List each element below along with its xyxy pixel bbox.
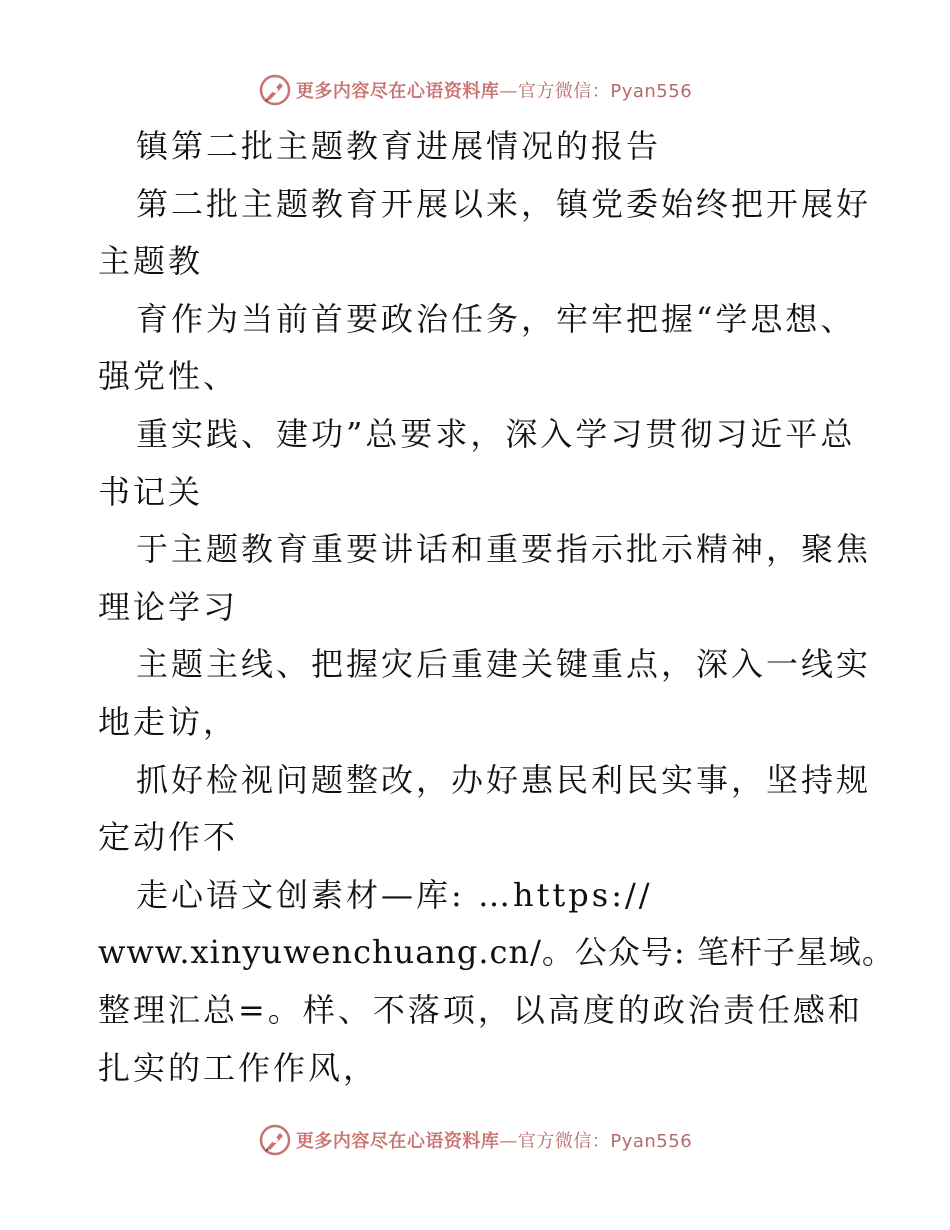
text-line: 定动作不 [98, 818, 239, 857]
text-line: 第二批主题教育开展以来，镇党委始终把开展好 [136, 184, 872, 223]
text-line: 走心语文创素材—库: …https:// [136, 875, 653, 914]
text-line: 书记关 [98, 472, 204, 511]
watermark-dash: — [499, 1131, 518, 1152]
watermark-main-text: 更多内容尽在心语资料库 [295, 81, 500, 102]
text-line: 于主题教育重要讲话和重要指示批示精神，聚焦 [136, 530, 872, 569]
watermark-main-text: 更多内容尽在心语资料库 [295, 1131, 500, 1152]
watermark-banner-top [0, 70, 950, 110]
text-line: 抓好检视问题整改，办好惠民利民实事，坚持规 [136, 760, 872, 799]
text-line: 扎实的工作作风， [98, 1048, 379, 1087]
pen-logo-icon [258, 1123, 292, 1157]
text-line: 理论学习 [98, 587, 239, 626]
watermark-text [296, 1127, 692, 1153]
text-line: 主题主线、把握灾后重建关键重点，深入一线实 [136, 645, 872, 684]
text-line: 主题教 [98, 242, 204, 281]
watermark-text [296, 77, 692, 103]
text-line: www.xinyuwenchuang.cn/。公众号: 笔杆子星域。 [98, 933, 895, 972]
text-line: 育作为当前首要政治任务，牢牢把握“学思想、 [136, 299, 856, 338]
watermark-banner-bottom [0, 1120, 950, 1160]
document-body [98, 118, 895, 1097]
pen-logo-icon [258, 73, 292, 107]
text-line: 整理汇总=。样、不落项，以高度的政治责任感和 [98, 990, 863, 1029]
watermark-wechat-text: 官方微信：Pyan556 [517, 81, 693, 102]
text-line: 强党性、 [98, 357, 239, 396]
watermark-wechat-text: 官方微信：Pyan556 [517, 1131, 693, 1152]
text-line: 重实践、建功”总要求，深入学习贯彻习近平总 [136, 414, 856, 453]
text-line: 地走访， [98, 702, 239, 741]
text-line: 镇第二批主题教育进展情况的报告 [136, 127, 662, 165]
watermark-dash: — [499, 81, 518, 102]
